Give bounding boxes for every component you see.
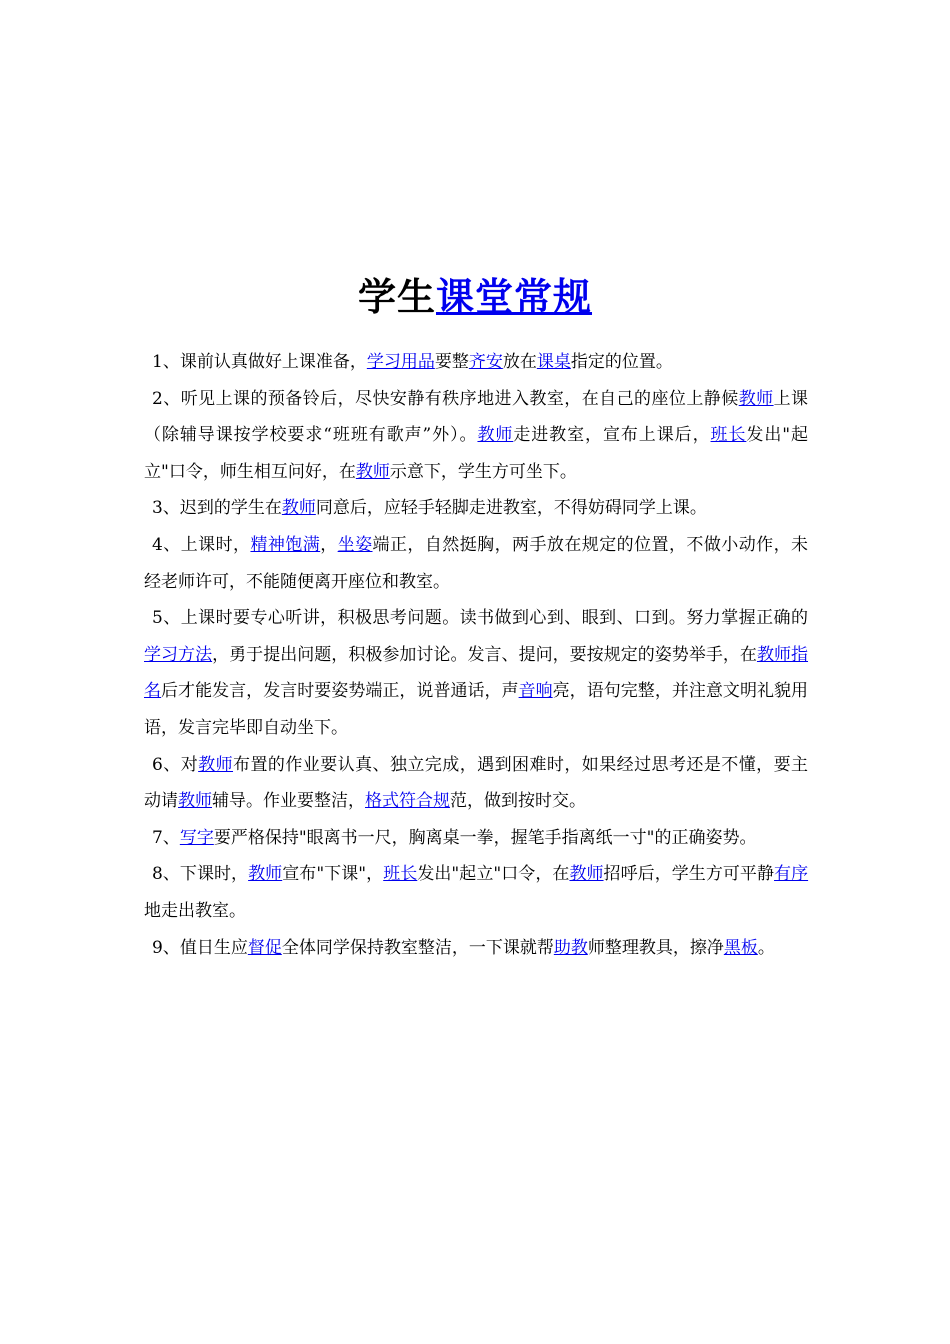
rule-text: 7、	[152, 827, 180, 848]
rule-link[interactable]: 教师	[355, 461, 390, 482]
title-plain-text: 学生	[357, 274, 436, 320]
rule-item	[144, 344, 808, 381]
rule-text: 要整	[434, 352, 469, 372]
rule-item	[144, 930, 808, 967]
rule-item	[144, 600, 808, 746]
rule-link[interactable]: 格式符合规	[365, 791, 450, 812]
rule-link[interactable]: 教师	[198, 754, 234, 775]
rule-link[interactable]: 教师	[178, 791, 212, 812]
rule-text: 3、迟到的学生在	[152, 498, 282, 519]
rule-text: 后才能发言，发言时要姿势端正，说普通话，声	[161, 681, 519, 702]
rule-text: 9、值日生应	[152, 937, 248, 958]
rule-text: 2、听见上课的预备铃后，尽快安静有秩序地进入教室，在自己的座位上静候	[152, 388, 739, 409]
rule-link[interactable]: 学习方法	[144, 644, 213, 665]
rule-text: 发出"起立"口令，在	[417, 864, 570, 885]
rule-text: 同意后，应轻手轻脚走进教室，不得妨碍同学上课。	[315, 498, 707, 519]
rule-text: 亮，语句完整，并注意文明礼貌用语，发言完毕即自动坐下。	[144, 681, 809, 738]
rule-link[interactable]: 写字	[179, 827, 214, 848]
rule-link[interactable]: 课桌	[536, 352, 571, 372]
rule-text: 布置的作业要认真、独立完成，遇到困难时，如果经过思考还是不懂，要主动请	[144, 754, 809, 812]
rule-item	[144, 381, 808, 491]
rule-text: 端正，自然挺胸，两手放在规定的位置，不做小动作，未经老师许可，不能随便离开座位和教室。	[144, 534, 809, 592]
rule-link[interactable]: 黑板	[723, 937, 758, 958]
rule-link[interactable]: 坐姿	[337, 534, 373, 555]
rule-text: 发出"起立"口令，师生相互问好，在	[144, 425, 808, 482]
rule-link[interactable]: 音响	[518, 681, 553, 702]
rule-text: 指定的位置。	[570, 352, 673, 372]
page-title	[0, 269, 950, 325]
rule-link[interactable]: 教师	[738, 388, 774, 409]
rule-item	[144, 856, 808, 929]
rule-item	[144, 527, 808, 600]
rule-text: 8、下课时，	[152, 864, 249, 885]
rule-text: ，	[320, 534, 338, 555]
rule-link[interactable]: 教师	[281, 498, 316, 519]
rule-link[interactable]: 班长	[383, 864, 418, 885]
rule-text: 走进教室，宣布上课后，	[513, 425, 711, 446]
rule-link[interactable]: 有序	[774, 864, 809, 885]
rule-link[interactable]: 教师	[248, 864, 283, 885]
rule-text: 地走出教室。	[144, 900, 246, 921]
rule-text: 放在	[502, 352, 537, 372]
rule-link[interactable]: 教师指名	[144, 644, 809, 702]
rule-link[interactable]: 教师	[569, 864, 604, 885]
rule-item	[144, 820, 808, 857]
rules-list	[144, 344, 808, 966]
rule-link[interactable]: 助教	[553, 937, 588, 958]
rule-text: 辅导。作业要整洁，	[212, 791, 365, 812]
rule-text: 招呼后，学生方可平静	[603, 864, 775, 885]
rule-text: 6、对	[152, 754, 199, 775]
rule-link[interactable]: 精神饱满	[250, 534, 321, 555]
rule-link[interactable]: 督促	[247, 937, 282, 958]
rule-text: 5、上课时要专心听讲，积极思考问题。读书做到心到、眼到、口到。努力掌握正确的	[152, 608, 808, 629]
rule-item	[144, 490, 808, 527]
rule-text: 。	[757, 937, 775, 958]
rule-text: 师整理教具，擦净	[587, 937, 724, 958]
rule-text: 4、上课时，	[152, 534, 251, 555]
title-link[interactable]: 课堂常规	[436, 274, 593, 320]
rule-text: 1、课前认真做好上课准备，	[152, 352, 367, 372]
rule-link[interactable]: 齐安	[468, 352, 503, 372]
rule-link[interactable]: 学习用品	[366, 352, 435, 372]
rule-text: 上课（除辅导课按学校要求“班班有歌声”外）。	[144, 388, 808, 446]
rule-text: 要严格保持"眼离书一尺，胸离桌一拳，握笔手指离纸一寸"的正确姿势。	[213, 827, 757, 848]
rule-text: 全体同学保持教室整洁，一下课就帮	[281, 937, 554, 958]
rule-link[interactable]: 教师	[477, 425, 514, 446]
rule-text: 宣布"下课"，	[282, 864, 384, 885]
rule-text: ，勇于提出问题，积极参加讨论。发言、提问，要按规定的姿势举手，在	[212, 644, 757, 665]
rule-item	[144, 747, 808, 820]
rule-text: 示意下，学生方可坐下。	[389, 461, 577, 482]
rule-text: 范，做到按时交。	[450, 791, 586, 812]
rule-link[interactable]: 班长	[710, 425, 747, 446]
